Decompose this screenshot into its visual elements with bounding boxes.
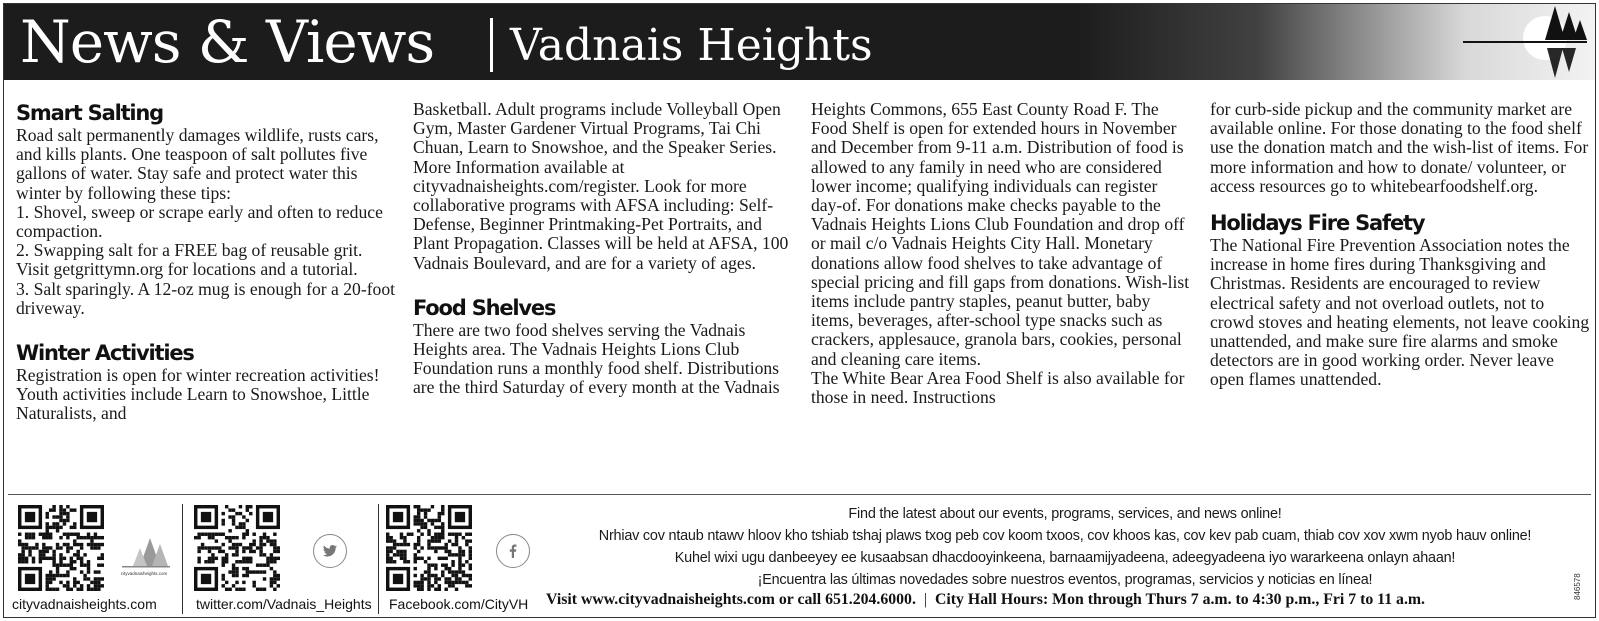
qr-code-website-graphic	[18, 505, 104, 591]
smart-salting-tip-1: 1. Shovel, sweep or scrape early and often to reduce compaction.	[16, 201, 383, 242]
twitter-bird-icon[interactable]	[313, 534, 347, 568]
pine-trees-logo-icon	[1459, 4, 1589, 80]
contact-hours-line	[546, 590, 1576, 610]
twitter-bird-glyph	[322, 543, 338, 559]
facebook-f-glyph	[505, 543, 521, 559]
website-link[interactable]: cityvadnaisheights.com	[12, 596, 157, 612]
message-spanish: ¡Encuentra las últimas novedades sobre nuestros eventos, programas, servicios y noticias en línea!	[757, 572, 1373, 588]
white-bear-text-part-2: for curb-side pickup and the community market are available online. For those donating to the food shelf use the donation match and the wish-list of items. For more information and how to donate/ volunteer, or access resources go to whitebearfoodshelf.org.	[1210, 99, 1589, 196]
qr-code-twitter-graphic	[194, 505, 280, 591]
smart-salting-tip-3: 3. Salt sparingly. A 12-oz mug is enough for a 20-foot driveway.	[16, 278, 396, 318]
column-2	[413, 100, 793, 398]
food-shelves-continued	[811, 100, 1191, 369]
white-bear-continued	[1210, 100, 1590, 196]
food-shelves-text-part-1: There are two food shelves serving the Vadnais Heights area. The Vadnais Heights Lions Club Foundation runs a monthly food shelf. Distributions are the third Saturday of every month at the Vadnais	[413, 319, 780, 398]
qr-code-website[interactable]	[18, 505, 104, 591]
qr-code-facebook[interactable]	[386, 505, 472, 591]
white-bear-food-shelf	[811, 369, 1191, 407]
masthead-banner	[4, 4, 1595, 80]
message-hmong: Nrhiav cov ntaub ntawv hloov kho tshiab tshaj plaws txog peb cov koom txoos, cov khoos kas, cov kev pab cuam, thiab cov xov xwm nyob hauv online!	[598, 528, 1532, 544]
message-somali: Kuhel wixi ugu danbeeyey ee kusaabsan dhacdooyinkeena, barnaamijyadeena, adeegyadeena iyo wararkeena onlayn ahaan!	[674, 550, 1456, 566]
facebook-link[interactable]: Facebook.com/CityVH	[389, 596, 529, 612]
message-english: Find the latest about our events, programs, services, and news online!	[848, 506, 1282, 522]
footer-separator	[182, 504, 183, 614]
winter-activities-text-part-1: Registration is open for winter recreation activities! Youth activities include Learn to Snowshoe, Little Naturalists, and	[16, 365, 380, 424]
food-shelves-text-part-2: Heights Commons, 655 East County Road F. The Food Shelf is open for extended hours in November and December from 9-11 a.m. Distribution of food is allowed to any family in need who are considered lower income; qualifying individuals can register day-of. For donations make checks payable to the Vadnais Heights Lions Club Foundation and drop off or mail c/o Vadnais Heights City Hall. Monetary donations allow food shelves to take advantage of special pricing and fill gaps from donations. Wish-list items include pantry staples, peanut butter, baby items, beverages, after-school type snacks such as crackers, applesauce, granola bars, cookies, personal and cleaning care items.	[811, 99, 1190, 369]
ad-code: 846578	[1573, 573, 1582, 600]
logo-caption: cityvadnaisheights.com	[120, 571, 168, 576]
smart-salting-intro: Road salt permanently damages wildlife, rusts cars, and kills plants. One teaspoon of salt pollutes five gallons of water. Stay safe and protect water this winter by following these tips:	[16, 125, 379, 203]
pine-trees-logo-icon	[116, 534, 172, 574]
column-3	[811, 100, 1191, 407]
heading-fire-safety: Holidays Fire Safety	[1210, 211, 1425, 236]
heading-food-shelves: Food Shelves	[413, 295, 556, 320]
smart-salting-tip-2: 2. Swapping salt for a FREE bag of reusable grit. Visit getgrittymn.org for locations and a tutorial.	[16, 240, 363, 280]
food-shelves-body	[413, 321, 793, 398]
contact-separator: |	[923, 591, 928, 608]
winter-activities-continued	[413, 100, 793, 273]
twitter-link[interactable]: twitter.com/Vadnais_Heights	[196, 596, 372, 612]
winter-activities-text-part-2: Basketball. Adult programs include Volleyball Open Gym, Master Gardener Virtual Programs, Tai Chi Chuan, Learn to Snowshoe, and the Speaker Series. More Information available at cityvadnaisheights.com/register. Look for more collaborative programs with AFSA including: Self-Defense, Beginner Printmaking-Pet Portraits, and Plant Propagation. Classes will be held at AFSA, 100 Vadnais Boulevard, and are for a variety of ages.	[413, 99, 789, 273]
winter-activities-body	[16, 366, 396, 424]
masthead-divider	[490, 18, 493, 72]
heading-smart-salting: Smart Salting	[16, 101, 163, 125]
city-hall-hours: City Hall Hours: Mon through Thurs 7 a.m. to 4:30 p.m., Fri 7 to 11 a.m.	[935, 591, 1426, 608]
fire-safety-body: The National Fire Prevention Association notes the increase in home fires during Thanksgiving and Christmas. Residents are encouraged to review electrical safety and not overload outlets, not to crowd stoves and heating elements, not leave cooking unattended, and make sure fire alarms and smoke detectors are in good working order. Never leave open flames unattended.	[1210, 235, 1590, 390]
footer-separator	[378, 504, 379, 614]
facebook-f-icon[interactable]	[496, 534, 530, 568]
column-1	[16, 100, 396, 424]
heading-winter-activities: Winter Activities	[16, 341, 194, 366]
footer-divider	[8, 494, 1591, 495]
masthead-title: News & Views	[20, 8, 435, 76]
white-bear-text-part-1: The White Bear Area Food Shelf is also available for those in need. Instructions	[811, 367, 1185, 408]
masthead-city: Vadnais Heights	[510, 20, 873, 71]
contact-info: Visit www.cityvadnaisheights.com or call 651.204.6000.	[546, 591, 916, 608]
qr-code-twitter[interactable]	[194, 505, 280, 591]
qr-code-facebook-graphic	[386, 505, 472, 591]
column-4	[1210, 100, 1590, 390]
